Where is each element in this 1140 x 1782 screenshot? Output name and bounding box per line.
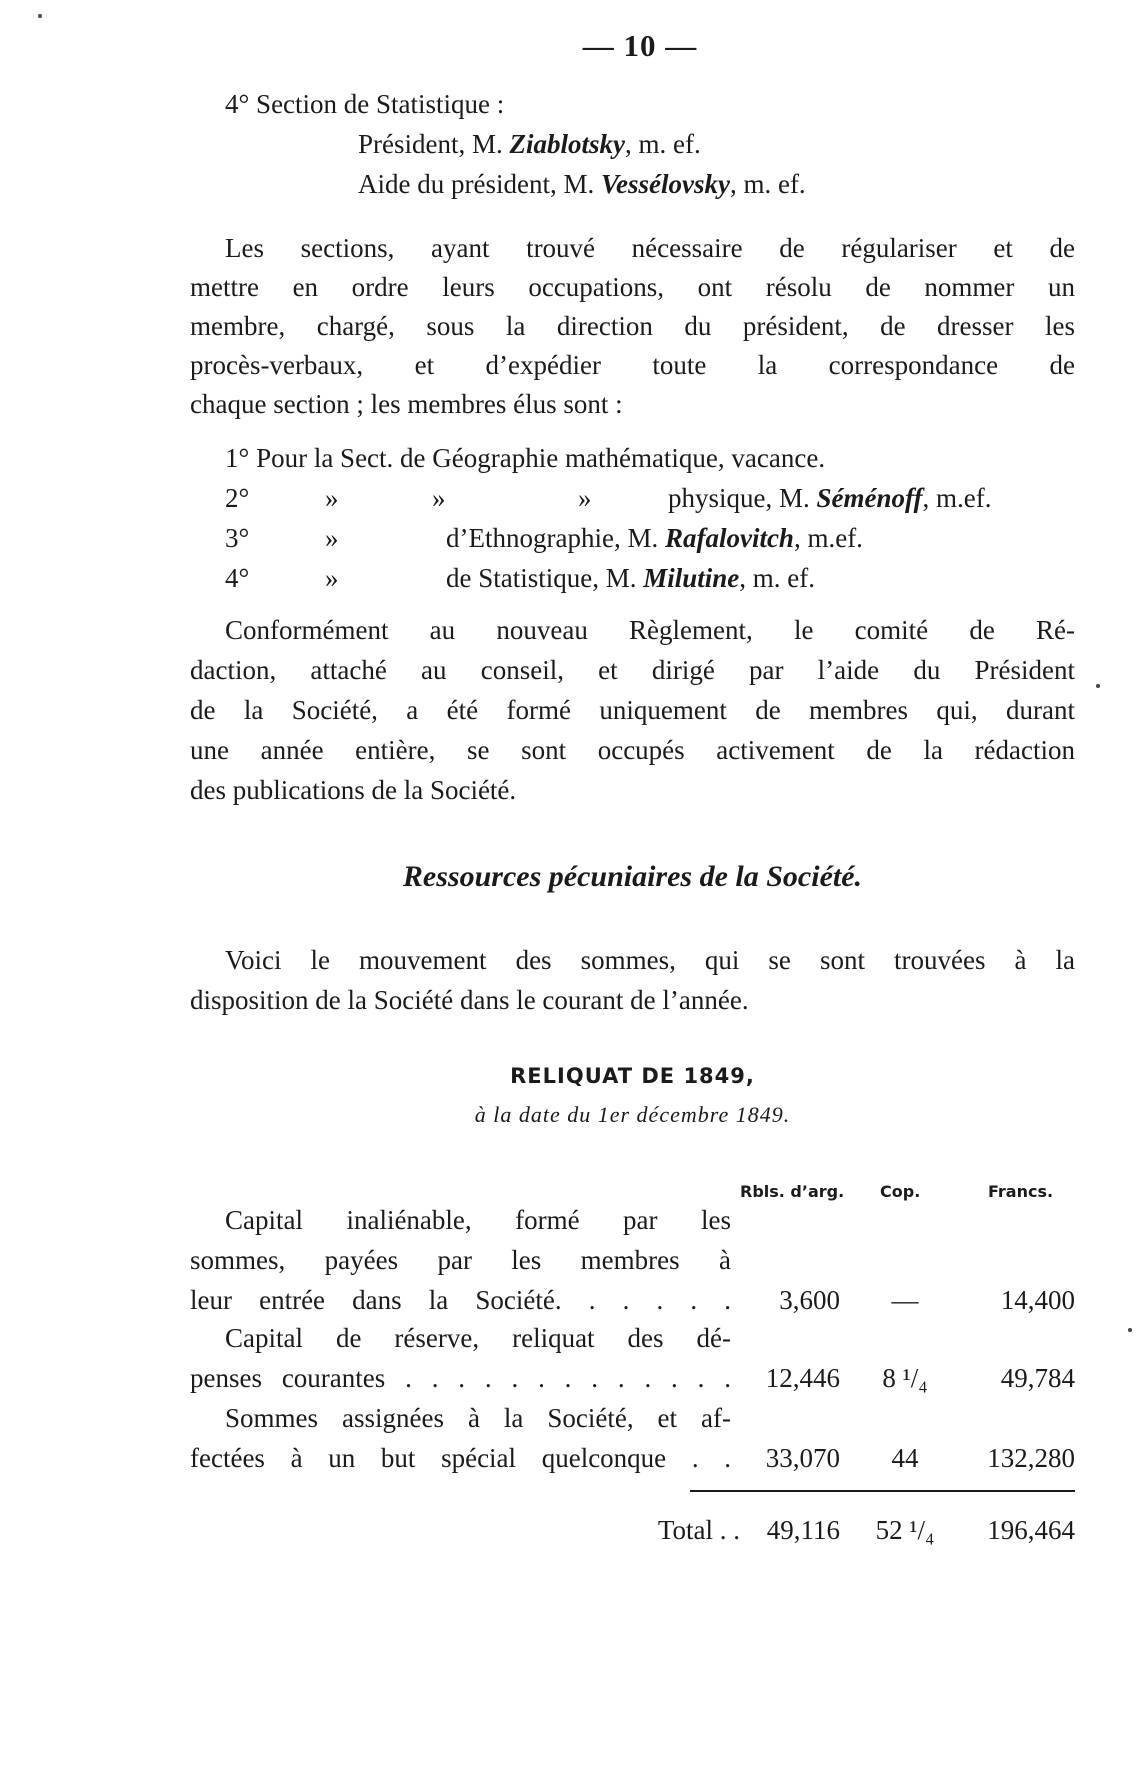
elected-name-3: Rafalovitch (664, 523, 794, 553)
elected-text-1: Pour la Sect. de Géographie mathématique, vacance. (256, 443, 826, 473)
elected-name-2: Séménoff (816, 483, 923, 513)
elected-suffix-2: , m.ef. (922, 483, 992, 513)
row1-line-3: leur entrée dans la Société. . . . . . (190, 1285, 731, 1315)
elected-num-4: 4° (225, 563, 250, 593)
row2-francs: 49,784 (1000, 1363, 1075, 1393)
row1-line-1: Capital inaliénable, formé par les (225, 1205, 731, 1235)
row2-line-2: penses courantes . . . . . . . . . . . . . (190, 1363, 731, 1393)
row2-rbls: 12,446 (765, 1363, 840, 1393)
row3-line-1: Sommes assignées à la Société, et af- (225, 1403, 731, 1433)
paragraph2-line-2: daction, attaché au conseil, et dirigé par l’aide du Président (190, 655, 1075, 685)
section-title: 4° Section de Statistique : (225, 89, 505, 119)
row3-cop: 44 (891, 1443, 919, 1473)
paragraph1-line-5: chaque section ; les membres élus sont : (190, 389, 623, 419)
row1-cop: — (891, 1285, 919, 1315)
scan-speck (1096, 684, 1100, 688)
page-number: — 10 — (582, 28, 698, 63)
aide-prefix: Aide du président, M. (358, 169, 601, 199)
elected-text-2 (668, 478, 991, 518)
elected-ditto-3: » (325, 523, 339, 553)
elected-ditto-2c: » (578, 483, 592, 513)
col-header-cop: Cop. (880, 1182, 921, 1201)
elected-suffix-3: , m.ef. (793, 523, 863, 553)
row3-line-2: fectées à un but spécial quelconque . . (190, 1443, 731, 1473)
elected-prefix-2: physique, M. (668, 483, 817, 513)
paragraph2-line-1: Conformément au nouveau Règlement, le comité de Ré- (225, 615, 1075, 645)
paragraph1-line-2: mettre en ordre leurs occupations, ont résolu de nommer un (190, 272, 1075, 302)
scan-speck (38, 14, 42, 18)
aide-name: Vessélovsky (600, 169, 730, 199)
president-prefix: Président, M. (358, 129, 510, 159)
col-header-rbls: Rbls. d’arg. (740, 1182, 845, 1201)
total-cop: 52 ¹/₄ (875, 1515, 935, 1545)
scan-speck (1128, 1328, 1132, 1332)
row2-line-1: Capital de réserve, reliquat des dé- (225, 1323, 731, 1353)
elected-prefix-3: d’Ethnographie, M. (446, 523, 665, 553)
elected-name-4: Milutine (643, 563, 740, 593)
row1-line-2: sommes, payées par les membres à (190, 1245, 731, 1275)
president-suffix: , m. ef. (625, 129, 701, 159)
elected-suffix-4: , m. ef. (739, 563, 816, 593)
section-heading: Ressources pécuniaires de la Société. (402, 860, 863, 893)
elected-text-4 (446, 558, 815, 598)
row3-francs: 132,280 (987, 1443, 1075, 1473)
row2-cop: 8 ¹/₄ (882, 1363, 928, 1393)
paragraph2-line-5: des publications de la Société. (190, 775, 517, 805)
aide-line (358, 164, 806, 204)
total-label: Total . . (657, 1515, 740, 1545)
paragraph1-line-3: membre, chargé, sous la direction du président, de dresser les (190, 311, 1075, 341)
president-name: Ziablotsky (509, 129, 625, 159)
elected-num-3: 3° (225, 523, 250, 553)
elected-prefix-4: de Statistique, M. (446, 563, 644, 593)
row3-rbls: 33,070 (765, 1443, 840, 1473)
total-francs: 196,464 (987, 1515, 1075, 1545)
col-header-francs: Francs. (988, 1182, 1054, 1201)
paragraph3-line-2: disposition de la Société dans le courant de l’année. (190, 985, 749, 1015)
elected-num-1: 1° (225, 443, 250, 473)
table-title: RELIQUAT DE 1849, (510, 1064, 755, 1088)
elected-ditto-4: » (325, 563, 339, 593)
elected-ditto-2a: » (325, 483, 339, 513)
elected-item-1 (225, 438, 825, 478)
row1-francs: 14,400 (1000, 1285, 1075, 1315)
row1-rbls: 3,600 (779, 1285, 840, 1315)
aide-suffix: , m. ef. (729, 169, 806, 199)
elected-ditto-2b: » (432, 483, 446, 513)
paragraph3-line-1: Voici le mouvement des sommes, qui se sont trouvées à la (225, 945, 1075, 975)
paragraph1-line-1: Les sections, ayant trouvé nécessaire de régulariser et de (225, 233, 1075, 263)
table-subtitle: à la date du 1er décembre 1849. (474, 1102, 791, 1127)
total-separator (690, 1490, 1075, 1492)
elected-text-3 (446, 518, 863, 558)
paragraph2-line-3: de la Société, a été formé uniquement de membres qui, durant (190, 695, 1075, 725)
elected-num-2: 2° (225, 483, 250, 513)
total-rbls: 49,116 (766, 1515, 840, 1545)
paragraph2-line-4: une année entière, se sont occupés activement de la rédaction (190, 735, 1075, 765)
paragraph1-line-4: procès-verbaux, et d’expédier toute la correspondance de (190, 350, 1075, 380)
president-line (358, 124, 701, 164)
